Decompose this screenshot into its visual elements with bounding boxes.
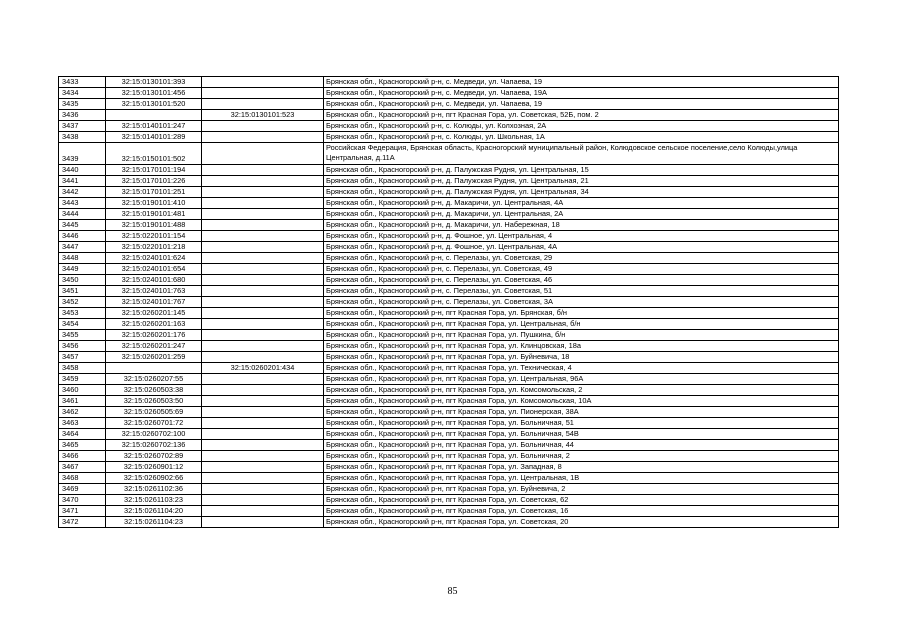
row-number-cell: 3437 — [59, 121, 106, 132]
row-number-cell: 3439 — [59, 143, 106, 165]
premises-cadastral-number-cell: 32:15:0130101:523 — [202, 110, 324, 121]
table-row — [59, 253, 839, 264]
row-number-cell: 3446 — [59, 231, 106, 242]
cadastral-number-cell: 32:15:0261104:23 — [106, 517, 202, 528]
table-row — [59, 209, 839, 220]
table-row — [59, 451, 839, 462]
premises-cadastral-number-cell — [202, 198, 324, 209]
cadastral-number-cell: 32:15:0260503:50 — [106, 396, 202, 407]
table-row — [59, 374, 839, 385]
row-number-cell: 3463 — [59, 418, 106, 429]
premises-cadastral-number-cell — [202, 506, 324, 517]
cadastral-number-cell: 32:15:0170101:226 — [106, 176, 202, 187]
table-row — [59, 132, 839, 143]
cadastral-number-cell: 32:15:0220101:218 — [106, 242, 202, 253]
address-cell: Брянская обл., Красногорский р-н, пгт Красная Гора, ул. Техническая, 4 — [324, 363, 839, 374]
address-cell: Брянская обл., Красногорский р-н, с. Перелазы, ул. Советская, 46 — [324, 275, 839, 286]
row-number-cell: 3454 — [59, 319, 106, 330]
premises-cadastral-number-cell — [202, 330, 324, 341]
row-number-cell: 3465 — [59, 440, 106, 451]
row-number-cell: 3456 — [59, 341, 106, 352]
address-cell: Брянская обл., Красногорский р-н, пгт Красная Гора, ул. Советская, 16 — [324, 506, 839, 517]
row-number-cell: 3435 — [59, 99, 106, 110]
cadastral-number-cell: 32:15:0240101:767 — [106, 297, 202, 308]
row-number-cell: 3459 — [59, 374, 106, 385]
table-row — [59, 407, 839, 418]
premises-cadastral-number-cell — [202, 451, 324, 462]
address-cell: Брянская обл., Красногорский р-н, с. Медведи, ул. Чапаева, 19 — [324, 77, 839, 88]
premises-cadastral-number-cell — [202, 484, 324, 495]
premises-cadastral-number-cell — [202, 264, 324, 275]
row-number-cell: 3434 — [59, 88, 106, 99]
address-cell: Брянская обл., Красногорский р-н, пгт Красная Гора, ул. Клинцовская, 18а — [324, 341, 839, 352]
cadastral-number-cell: 32:15:0260201:176 — [106, 330, 202, 341]
row-number-cell: 3438 — [59, 132, 106, 143]
premises-cadastral-number-cell — [202, 462, 324, 473]
premises-cadastral-number-cell — [202, 121, 324, 132]
cadastral-number-cell: 32:15:0260901:12 — [106, 462, 202, 473]
cadastral-number-cell: 32:15:0260702:100 — [106, 429, 202, 440]
address-cell: Брянская обл., Красногорский р-н, пгт Красная Гора, ул. Больничная, 54В — [324, 429, 839, 440]
row-number-cell: 3453 — [59, 308, 106, 319]
cadastral-number-cell: 32:15:0260201:259 — [106, 352, 202, 363]
cadastral-number-cell: 32:15:0170101:194 — [106, 165, 202, 176]
address-cell: Брянская обл., Красногорский р-н, пгт Красная Гора, ул. Центральная, б/н — [324, 319, 839, 330]
premises-cadastral-number-cell — [202, 187, 324, 198]
cadastral-number-cell — [106, 110, 202, 121]
premises-cadastral-number-cell — [202, 143, 324, 165]
cadastral-number-cell: 32:15:0260702:89 — [106, 451, 202, 462]
row-number-cell: 3472 — [59, 517, 106, 528]
cadastral-number-cell: 32:15:0260201:145 — [106, 308, 202, 319]
premises-cadastral-number-cell — [202, 242, 324, 253]
table-row — [59, 385, 839, 396]
address-cell: Брянская обл., Красногорский р-н, с. Перелазы, ул. Советская, 49 — [324, 264, 839, 275]
row-number-cell: 3457 — [59, 352, 106, 363]
cadastral-number-cell: 32:15:0240101:654 — [106, 264, 202, 275]
premises-cadastral-number-cell — [202, 286, 324, 297]
row-number-cell: 3452 — [59, 297, 106, 308]
address-cell: Брянская обл., Красногорский р-н, д. Фошное, ул. Центральная, 4 — [324, 231, 839, 242]
address-cell: Брянская обл., Красногорский р-н, пгт Красная Гора, ул. Комсомольская, 10А — [324, 396, 839, 407]
table-row — [59, 242, 839, 253]
address-cell: Брянская обл., Красногорский р-н, пгт Красная Гора, ул. Советская, 20 — [324, 517, 839, 528]
page-number: 85 — [447, 586, 458, 597]
premises-cadastral-number-cell — [202, 275, 324, 286]
table-row — [59, 330, 839, 341]
table-row — [59, 352, 839, 363]
address-cell: Брянская обл., Красногорский р-н, пгт Красная Гора, ул. Пушкина, б/н — [324, 330, 839, 341]
table-row — [59, 231, 839, 242]
address-cell: Брянская обл., Красногорский р-н, пгт Красная Гора, ул. Советская, 52Б, пом. 2 — [324, 110, 839, 121]
premises-cadastral-number-cell: 32:15:0260201:434 — [202, 363, 324, 374]
row-number-cell: 3447 — [59, 242, 106, 253]
address-cell: Брянская обл., Красногорский р-н, пгт Красная Гора, ул. Брянская, б/н — [324, 308, 839, 319]
address-cell: Брянская обл., Красногорский р-н, д. Макаричи, ул. Центральная, 4А — [324, 198, 839, 209]
row-number-cell: 3460 — [59, 385, 106, 396]
premises-cadastral-number-cell — [202, 396, 324, 407]
table-row — [59, 429, 839, 440]
table-row — [59, 143, 839, 165]
address-cell: Брянская обл., Красногорский р-н, с. Медведи, ул. Чапаева, 19А — [324, 88, 839, 99]
cadastral-number-cell: 32:15:0260503:38 — [106, 385, 202, 396]
row-number-cell: 3464 — [59, 429, 106, 440]
row-number-cell: 3469 — [59, 484, 106, 495]
premises-cadastral-number-cell — [202, 297, 324, 308]
cadastral-number-cell: 32:15:0240101:680 — [106, 275, 202, 286]
row-number-cell: 3440 — [59, 165, 106, 176]
premises-cadastral-number-cell — [202, 473, 324, 484]
table-row — [59, 121, 839, 132]
premises-cadastral-number-cell — [202, 176, 324, 187]
cadastral-number-cell: 32:15:0260902:66 — [106, 473, 202, 484]
cadastral-number-cell: 32:15:0260505:69 — [106, 407, 202, 418]
table-row — [59, 396, 839, 407]
cadastral-number-cell: 32:15:0261103:23 — [106, 495, 202, 506]
address-cell: Брянская обл., Красногорский р-н, д. Фошное, ул. Центральная, 4А — [324, 242, 839, 253]
cadastral-number-cell: 32:15:0240101:763 — [106, 286, 202, 297]
address-cell: Брянская обл., Красногорский р-н, пгт Красная Гора, ул. Центральная, 96А — [324, 374, 839, 385]
row-number-cell: 3436 — [59, 110, 106, 121]
premises-cadastral-number-cell — [202, 385, 324, 396]
premises-cadastral-number-cell — [202, 407, 324, 418]
address-cell: Брянская обл., Красногорский р-н, с. Перелазы, ул. Советская, 3А — [324, 297, 839, 308]
row-number-cell: 3445 — [59, 220, 106, 231]
cadastral-number-cell: 32:15:0140101:247 — [106, 121, 202, 132]
table-row — [59, 275, 839, 286]
row-number-cell: 3458 — [59, 363, 106, 374]
address-cell: Брянская обл., Красногорский р-н, пгт Красная Гора, ул. Центральная, 1В — [324, 473, 839, 484]
row-number-cell: 3448 — [59, 253, 106, 264]
table-row — [59, 363, 839, 374]
row-number-cell: 3450 — [59, 275, 106, 286]
row-number-cell: 3444 — [59, 209, 106, 220]
row-number-cell: 3451 — [59, 286, 106, 297]
premises-cadastral-number-cell — [202, 517, 324, 528]
address-cell: Российская Федерация, Брянская область, Красногорский муниципальный район, Колюдовское сельское поселение,село Колюды,улица Центральная, д.11А — [324, 143, 839, 165]
premises-cadastral-number-cell — [202, 308, 324, 319]
row-number-cell: 3461 — [59, 396, 106, 407]
address-cell: Брянская обл., Красногорский р-н, с. Медведи, ул. Чапаева, 19 — [324, 99, 839, 110]
cadastral-number-cell: 32:15:0260702:136 — [106, 440, 202, 451]
premises-cadastral-number-cell — [202, 429, 324, 440]
premises-cadastral-number-cell — [202, 418, 324, 429]
address-cell: Брянская обл., Красногорский р-н, пгт Красная Гора, ул. Больничная, 2 — [324, 451, 839, 462]
address-cell: Брянская обл., Красногорский р-н, пгт Красная Гора, ул. Буйневича, 2 — [324, 484, 839, 495]
property-registry-table — [58, 76, 839, 528]
row-number-cell: 3443 — [59, 198, 106, 209]
address-cell: Брянская обл., Красногорский р-н, с. Колюды, ул. Колхозная, 2А — [324, 121, 839, 132]
premises-cadastral-number-cell — [202, 374, 324, 385]
premises-cadastral-number-cell — [202, 77, 324, 88]
table-row — [59, 198, 839, 209]
table-row — [59, 77, 839, 88]
cadastral-number-cell: 32:15:0260201:163 — [106, 319, 202, 330]
table-row — [59, 88, 839, 99]
table-row — [59, 286, 839, 297]
address-cell: Брянская обл., Красногорский р-н, пгт Красная Гора, ул. Пионерская, 38А — [324, 407, 839, 418]
table-row — [59, 473, 839, 484]
table-row — [59, 165, 839, 176]
premises-cadastral-number-cell — [202, 440, 324, 451]
cadastral-number-cell: 32:15:0130101:520 — [106, 99, 202, 110]
cadastral-number-cell: 32:15:0170101:251 — [106, 187, 202, 198]
premises-cadastral-number-cell — [202, 165, 324, 176]
cadastral-number-cell: 32:15:0190101:481 — [106, 209, 202, 220]
row-number-cell: 3467 — [59, 462, 106, 473]
address-cell: Брянская обл., Красногорский р-н, д. Макаричи, ул. Центральная, 2А — [324, 209, 839, 220]
table-row — [59, 297, 839, 308]
table-row — [59, 517, 839, 528]
cadastral-number-cell: 32:15:0130101:393 — [106, 77, 202, 88]
cadastral-number-cell: 32:15:0260701:72 — [106, 418, 202, 429]
cadastral-number-cell: 32:15:0190101:488 — [106, 220, 202, 231]
cadastral-number-cell: 32:15:0130101:456 — [106, 88, 202, 99]
table-row — [59, 319, 839, 330]
row-number-cell: 3471 — [59, 506, 106, 517]
address-cell: Брянская обл., Красногорский р-н, пгт Красная Гора, ул. Советская, 62 — [324, 495, 839, 506]
table-row — [59, 341, 839, 352]
table-row — [59, 484, 839, 495]
row-number-cell: 3468 — [59, 473, 106, 484]
premises-cadastral-number-cell — [202, 352, 324, 363]
cadastral-number-cell: 32:15:0150101:502 — [106, 143, 202, 165]
row-number-cell: 3441 — [59, 176, 106, 187]
address-cell: Брянская обл., Красногорский р-н, пгт Красная Гора, ул. Больничная, 51 — [324, 418, 839, 429]
cadastral-number-cell: 32:15:0140101:289 — [106, 132, 202, 143]
address-cell: Брянская обл., Красногорский р-н, д. Макаричи, ул. Набережная, 18 — [324, 220, 839, 231]
row-number-cell: 3433 — [59, 77, 106, 88]
premises-cadastral-number-cell — [202, 319, 324, 330]
table-row — [59, 264, 839, 275]
cadastral-number-cell: 32:15:0261102:36 — [106, 484, 202, 495]
row-number-cell: 3466 — [59, 451, 106, 462]
address-cell: Брянская обл., Красногорский р-н, с. Перелазы, ул. Советская, 29 — [324, 253, 839, 264]
cadastral-number-cell: 32:15:0260207:55 — [106, 374, 202, 385]
premises-cadastral-number-cell — [202, 88, 324, 99]
address-cell: Брянская обл., Красногорский р-н, пгт Красная Гора, ул. Комсомольская, 2 — [324, 385, 839, 396]
row-number-cell: 3455 — [59, 330, 106, 341]
row-number-cell: 3449 — [59, 264, 106, 275]
table-row — [59, 187, 839, 198]
row-number-cell: 3442 — [59, 187, 106, 198]
table-row — [59, 220, 839, 231]
registry-table-body — [59, 77, 839, 528]
address-cell: Брянская обл., Красногорский р-н, пгт Красная Гора, ул. Больничная, 44 — [324, 440, 839, 451]
premises-cadastral-number-cell — [202, 209, 324, 220]
address-cell: Брянская обл., Красногорский р-н, пгт Красная Гора, ул. Буйневича, 18 — [324, 352, 839, 363]
address-cell: Брянская обл., Красногорский р-н, с. Перелазы, ул. Советская, 51 — [324, 286, 839, 297]
table-row — [59, 99, 839, 110]
premises-cadastral-number-cell — [202, 253, 324, 264]
cadastral-number-cell: 32:15:0260201:247 — [106, 341, 202, 352]
table-row — [59, 495, 839, 506]
table-row — [59, 308, 839, 319]
premises-cadastral-number-cell — [202, 231, 324, 242]
premises-cadastral-number-cell — [202, 99, 324, 110]
address-cell: Брянская обл., Красногорский р-н, д. Палужская Рудня, ул. Центральная, 21 — [324, 176, 839, 187]
premises-cadastral-number-cell — [202, 495, 324, 506]
table-row — [59, 176, 839, 187]
address-cell: Брянская обл., Красногорский р-н, д. Палужская Рудня, ул. Центральная, 34 — [324, 187, 839, 198]
table-row — [59, 462, 839, 473]
address-cell: Брянская обл., Красногорский р-н, пгт Красная Гора, ул. Западная, 8 — [324, 462, 839, 473]
cadastral-number-cell: 32:15:0261104:20 — [106, 506, 202, 517]
table-row — [59, 506, 839, 517]
table-row — [59, 110, 839, 121]
cadastral-number-cell: 32:15:0220101:154 — [106, 231, 202, 242]
premises-cadastral-number-cell — [202, 220, 324, 231]
cadastral-number-cell: 32:15:0240101:624 — [106, 253, 202, 264]
row-number-cell: 3462 — [59, 407, 106, 418]
premises-cadastral-number-cell — [202, 132, 324, 143]
address-cell: Брянская обл., Красногорский р-н, с. Колюды, ул. Школьная, 1А — [324, 132, 839, 143]
cadastral-number-cell: 32:15:0190101:410 — [106, 198, 202, 209]
address-cell: Брянская обл., Красногорский р-н, д. Палужская Рудня, ул. Центральная, 15 — [324, 165, 839, 176]
cadastral-number-cell — [106, 363, 202, 374]
table-row — [59, 440, 839, 451]
premises-cadastral-number-cell — [202, 341, 324, 352]
table-row — [59, 418, 839, 429]
row-number-cell: 3470 — [59, 495, 106, 506]
